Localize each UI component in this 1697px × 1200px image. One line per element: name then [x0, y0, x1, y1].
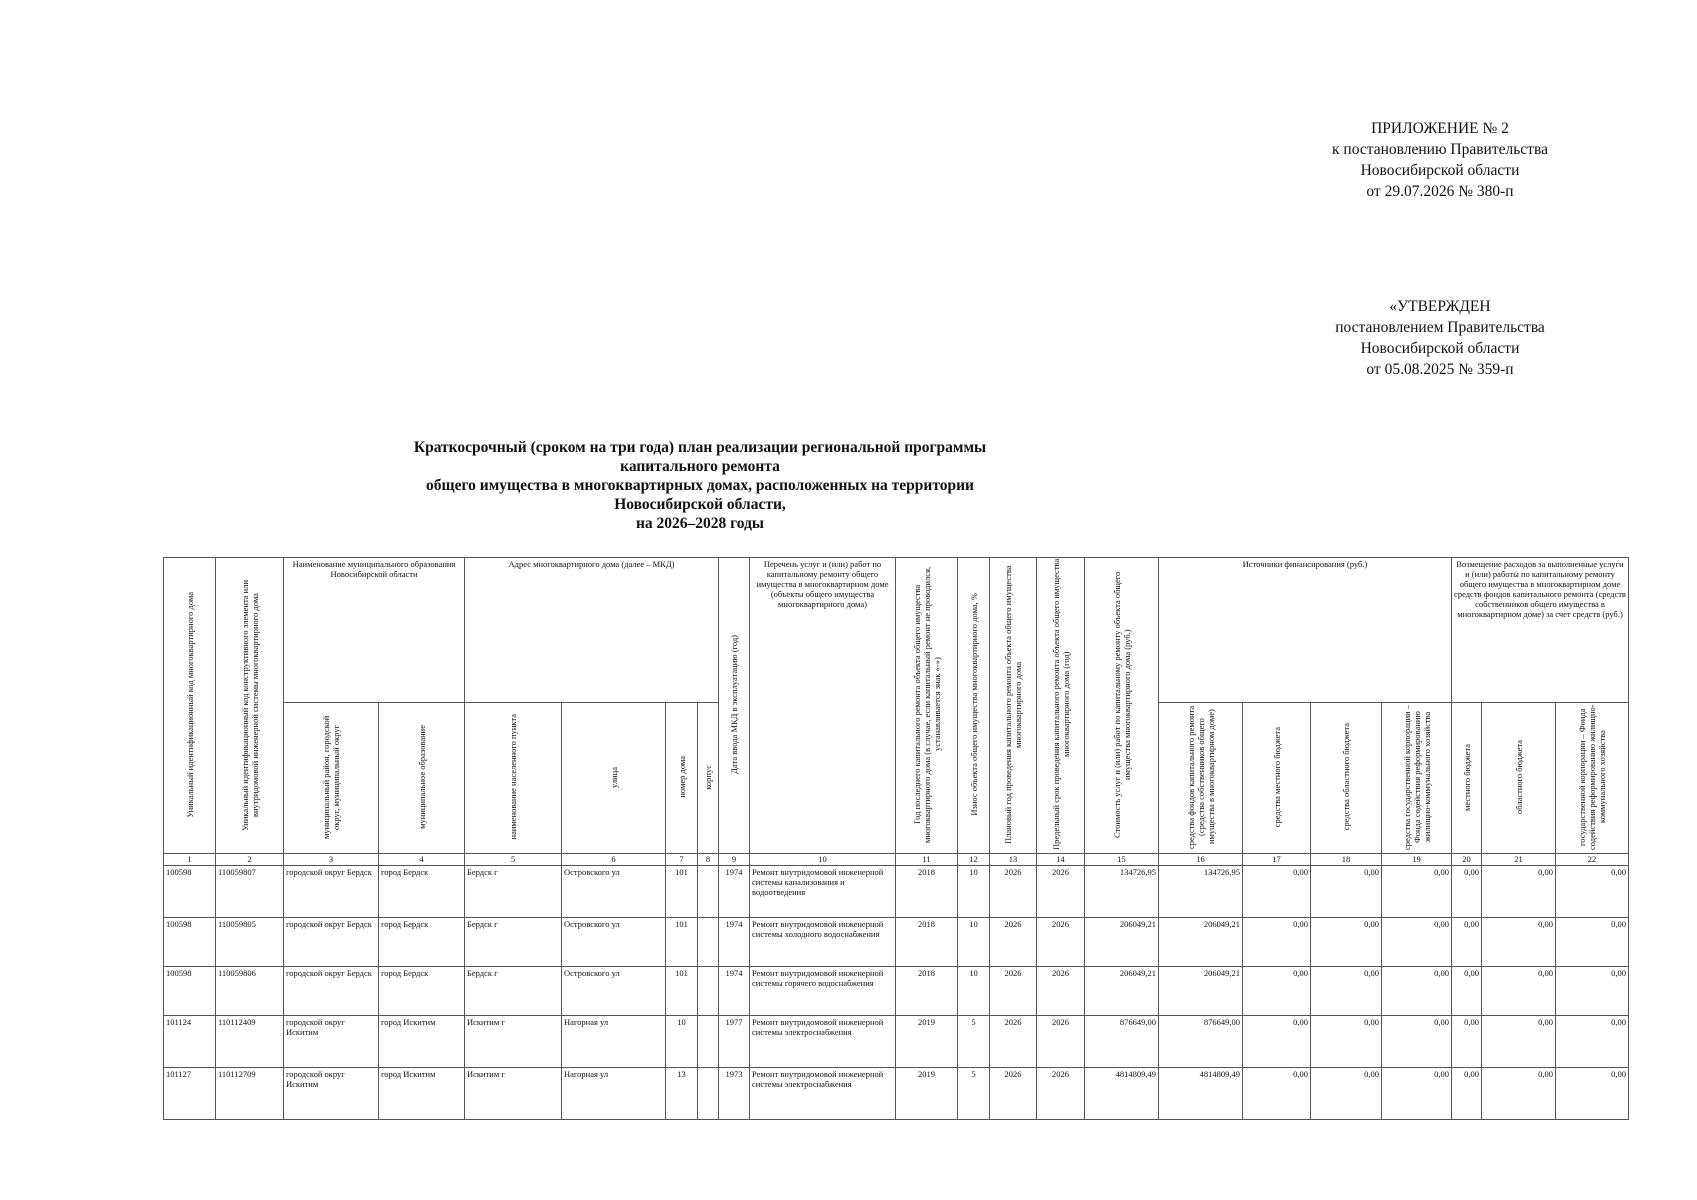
column-number-cell: 17 [1243, 854, 1311, 866]
header-c7: номер дома [666, 703, 698, 854]
table-cell: 876649,00 [1159, 1016, 1243, 1068]
table-cell: 0,00 [1243, 1016, 1311, 1068]
column-number-cell: 3 [284, 854, 379, 866]
table-cell: 5 [958, 1016, 990, 1068]
table-cell: 0,00 [1556, 967, 1629, 1016]
column-number-cell: 15 [1085, 854, 1159, 866]
column-number-cell: 22 [1556, 854, 1629, 866]
table-cell: 0,00 [1243, 918, 1311, 967]
table-cell: Островского ул [562, 866, 666, 918]
header-c17: средства местного бюджета [1243, 703, 1311, 854]
document-title [400, 438, 1000, 533]
table-cell: 100598 [164, 918, 216, 967]
table-cell: Ремонт внутридомовой инженерной системы холодного водоснабжения [750, 918, 896, 967]
table-cell: 0,00 [1452, 918, 1482, 967]
header-row-1 [164, 558, 1629, 703]
table-cell: 1974 [719, 918, 750, 967]
table-cell: 101 [666, 866, 698, 918]
header-c18: средства областного бюджета [1311, 703, 1382, 854]
table-cell: 0,00 [1482, 1016, 1556, 1068]
table-cell: Ремонт внутридомовой инженерной системы электроснабжения [750, 1016, 896, 1068]
column-number-cell: 14 [1037, 854, 1085, 866]
table-cell: городской округ Бердск [284, 918, 379, 967]
table-cell: 101 [666, 918, 698, 967]
table-cell [698, 967, 719, 1016]
column-number-cell: 12 [958, 854, 990, 866]
table-cell: город Бердск [379, 967, 465, 1016]
table-cell: Бердск г [465, 967, 562, 1016]
table-cell: 100598 [164, 866, 216, 918]
table-cell [698, 1068, 719, 1120]
table-cell: 101124 [164, 1016, 216, 1068]
column-number-cell: 4 [379, 854, 465, 866]
table-cell: 0,00 [1482, 866, 1556, 918]
header-c10: Перечень услуг и (или) работ по капитальному ремонту общего имущества в многоквартирном доме (объекты общего имущества многоквартирного дома) [750, 558, 896, 854]
appendix-line-1: ПРИЛОЖЕНИЕ № 2 [1371, 120, 1509, 137]
table-cell: 206049,21 [1159, 918, 1243, 967]
table-cell: 13 [666, 1068, 698, 1120]
column-number-cell: 2 [216, 854, 284, 866]
table-cell: 0,00 [1243, 967, 1311, 1016]
table-cell: Островского ул [562, 967, 666, 1016]
capital-repair-plan-table [163, 557, 1629, 1120]
table-cell: 2018 [896, 967, 958, 1016]
table-cell: 0,00 [1452, 1068, 1482, 1120]
table-cell: 2026 [990, 866, 1037, 918]
header-c22: государственной корпорации – Фонда содействия реформированию жилищно-коммунального хозяйства [1556, 703, 1629, 854]
header-c4: муниципальное образование [379, 703, 465, 854]
header-funding-group: Источники финансирования (руб.) [1159, 558, 1452, 703]
table-cell: 5 [958, 1068, 990, 1120]
appendix-line-4: от 29.07.2026 № 380-п [1366, 183, 1514, 200]
table-cell: 0,00 [1482, 967, 1556, 1016]
table-cell: 1974 [719, 967, 750, 1016]
table-cell: 2019 [896, 1016, 958, 1068]
approved-line-3: Новосибирской области [1360, 340, 1520, 357]
table-cell: 0,00 [1556, 1016, 1629, 1068]
table-cell: 2026 [1037, 866, 1085, 918]
header-c11: Год последнего капитального ремонта объекта общего имущества многоквартирного дома (в случае, если капитальный ремонт не проводился, устанавливается знак «-») [896, 558, 958, 854]
table-cell: 206049,21 [1159, 967, 1243, 1016]
table-cell: 10 [666, 1016, 698, 1068]
column-number-cell: 16 [1159, 854, 1243, 866]
column-number-cell: 10 [750, 854, 896, 866]
approved-line-1: «УТВЕРЖДЕН [1389, 298, 1491, 315]
header-c12: Износ объекта общего имущества многоквартирного дома, % [958, 558, 990, 854]
table-cell: город Бердск [379, 866, 465, 918]
column-number-cell: 18 [1311, 854, 1382, 866]
table-cell: 110059806 [216, 967, 284, 1016]
table-row [164, 1068, 1629, 1120]
table-cell: Нагорная ул [562, 1016, 666, 1068]
header-c8: корпус [698, 703, 719, 854]
table-cell: город Искитим [379, 1016, 465, 1068]
table-cell: 0,00 [1556, 918, 1629, 967]
table-cell: 206049,21 [1085, 967, 1159, 1016]
header-c6: улица [562, 703, 666, 854]
table-cell: 0,00 [1311, 1068, 1382, 1120]
table-cell: 1974 [719, 866, 750, 918]
table-cell: Ремонт внутридомовой инженерной системы электроснабжения [750, 1068, 896, 1120]
table-cell: 101 [666, 967, 698, 1016]
header-c2: Уникальный идентификационный код конструктивного элемента или внутридомовой инженерной системы многоквартирного дома [216, 558, 284, 854]
column-number-cell: 21 [1482, 854, 1556, 866]
table-cell: 0,00 [1382, 1068, 1452, 1120]
table-cell: 4814809,49 [1085, 1068, 1159, 1120]
header-c21: областного бюджета [1482, 703, 1556, 854]
header-address-group: Адрес многоквартирного дома (далее – МКД) [465, 558, 719, 703]
table-row [164, 918, 1629, 967]
table-cell: 0,00 [1311, 866, 1382, 918]
table-row [164, 967, 1629, 1016]
table-cell: городской округ Бердск [284, 967, 379, 1016]
table-cell: городской округ Искитим [284, 1068, 379, 1120]
table-cell: 1977 [719, 1016, 750, 1068]
table-cell: 2018 [896, 866, 958, 918]
table-cell: 110112409 [216, 1016, 284, 1068]
table-row [164, 1016, 1629, 1068]
table-cell: 0,00 [1311, 1016, 1382, 1068]
table-cell: 2019 [896, 1068, 958, 1120]
table-cell: 206049,21 [1085, 918, 1159, 967]
header-c16: средства фондов капитального ремонта (средства собственников общего имущества в многоквартирном доме) [1159, 703, 1243, 854]
table-row [164, 866, 1629, 918]
table-cell: 0,00 [1382, 866, 1452, 918]
table-cell: 4814809,49 [1159, 1068, 1243, 1120]
column-number-cell: 13 [990, 854, 1037, 866]
table-cell: 110112709 [216, 1068, 284, 1120]
table-cell: 2026 [1037, 1068, 1085, 1120]
table-cell: 10 [958, 967, 990, 1016]
table-cell: 2026 [990, 1016, 1037, 1068]
table-cell [698, 866, 719, 918]
table-cell: 0,00 [1452, 866, 1482, 918]
column-number-cell: 6 [562, 854, 666, 866]
column-number-cell: 1 [164, 854, 216, 866]
table-cell: Островского ул [562, 918, 666, 967]
table-cell: 100598 [164, 967, 216, 1016]
table-cell: 0,00 [1482, 918, 1556, 967]
table-cell: городской округ Бердск [284, 866, 379, 918]
header-reimbursement-group: Возмещение расходов за выполненные услуги и (или) работы по капитальному ремонту общего имущества в многоквартирном доме средств фондов капитального ремонта (средств собственников общего имущества в многоквартирном доме) за счет средств (руб.) [1452, 558, 1629, 703]
table-cell: 10 [958, 918, 990, 967]
header-c14: Предельный срок проведения капитального ремонта объекта общего имущества многоквартирного дома (год) [1037, 558, 1085, 854]
title-line-1: Краткосрочный (сроком на три года) план реализации региональной программы капитального ремонта [413, 439, 987, 475]
table-cell: 0,00 [1482, 1068, 1556, 1120]
table-cell: городской округ Искитим [284, 1016, 379, 1068]
table-cell: 2026 [1037, 967, 1085, 1016]
approved-block [1290, 296, 1590, 380]
table-cell: 0,00 [1556, 1068, 1629, 1120]
table-cell: 0,00 [1311, 918, 1382, 967]
table-cell: 101127 [164, 1068, 216, 1120]
table-cell: Ремонт внутридомовой инженерной системы горячего водоснабжения [750, 967, 896, 1016]
table-cell: 10 [958, 866, 990, 918]
table-cell: Искитим г [465, 1068, 562, 1120]
column-number-cell: 9 [719, 854, 750, 866]
header-c9: Дата ввода МКД в эксплуатацию (год) [719, 558, 750, 854]
table-cell: 2026 [990, 1068, 1037, 1120]
approved-line-2: постановлением Правительства [1335, 319, 1545, 336]
table-cell: 134726,95 [1159, 866, 1243, 918]
table-cell: город Бердск [379, 918, 465, 967]
table-cell: 2026 [990, 918, 1037, 967]
column-number-cell: 8 [698, 854, 719, 866]
table-cell: 110059807 [216, 866, 284, 918]
title-line-3: на 2026–2028 годы [635, 515, 765, 532]
header-municipal-group: Наименование муниципального образования Новосибирской области [284, 558, 465, 703]
table-cell: Искитим г [465, 1016, 562, 1068]
table-cell: 0,00 [1382, 918, 1452, 967]
table-cell: 2026 [1037, 918, 1085, 967]
table-cell: Ремонт внутридомовой инженерной системы канализования и водоотведения [750, 866, 896, 918]
table-cell [698, 1016, 719, 1068]
table-cell: 134726,95 [1085, 866, 1159, 918]
header-c15: Стоимость услуг и (или) работ по капитальному ремонту объекта общего имущества многоквартирного дома (руб.) [1085, 558, 1159, 854]
table-cell: 0,00 [1311, 967, 1382, 1016]
table-cell: 0,00 [1452, 967, 1482, 1016]
table-cell: Бердск г [465, 866, 562, 918]
table-cell: 876649,00 [1085, 1016, 1159, 1068]
table-cell: 0,00 [1382, 967, 1452, 1016]
header-c20: местного бюджета [1452, 703, 1482, 854]
appendix-block [1290, 118, 1590, 202]
appendix-line-3: Новосибирской области [1360, 162, 1520, 179]
table-cell: 0,00 [1556, 866, 1629, 918]
appendix-line-2: к постановлению Правительства [1332, 141, 1548, 158]
table-cell: 0,00 [1382, 1016, 1452, 1068]
table-cell [698, 918, 719, 967]
table-cell: город Искитим [379, 1068, 465, 1120]
column-number-cell: 7 [666, 854, 698, 866]
table-cell: 0,00 [1452, 1016, 1482, 1068]
column-number-cell: 19 [1382, 854, 1452, 866]
table-cell: 2026 [1037, 1016, 1085, 1068]
table-body [164, 866, 1629, 1120]
column-number-cell: 5 [465, 854, 562, 866]
header-c19: средства государственной корпорации – Фонда содействия реформированию жилищно-коммунального хозяйства [1382, 703, 1452, 854]
table-cell: 110059805 [216, 918, 284, 967]
header-c1: Уникальный идентификационный код многоквартирного дома [164, 558, 216, 854]
title-line-2: общего имущества в многоквартирных домах, расположенных на территории Новосибирской области, [426, 477, 974, 513]
column-number-cell: 20 [1452, 854, 1482, 866]
header-c13: Плановый год проведения капитального ремонта объекта общего имущества многоквартирного дома [990, 558, 1037, 854]
table-cell: 0,00 [1243, 866, 1311, 918]
column-number-row [164, 854, 1629, 866]
table-cell: 2018 [896, 918, 958, 967]
table-cell: 1973 [719, 1068, 750, 1120]
header-c5: наименование населенного пункта [465, 703, 562, 854]
table-cell: 2026 [990, 967, 1037, 1016]
table-cell: Нагорная ул [562, 1068, 666, 1120]
table-cell: 0,00 [1243, 1068, 1311, 1120]
approved-line-4: от 05.08.2025 № 359-п [1366, 361, 1514, 378]
table-cell: Бердск г [465, 918, 562, 967]
column-number-cell: 11 [896, 854, 958, 866]
header-c3: муниципальный район, городской округ, муниципальный округ [284, 703, 379, 854]
